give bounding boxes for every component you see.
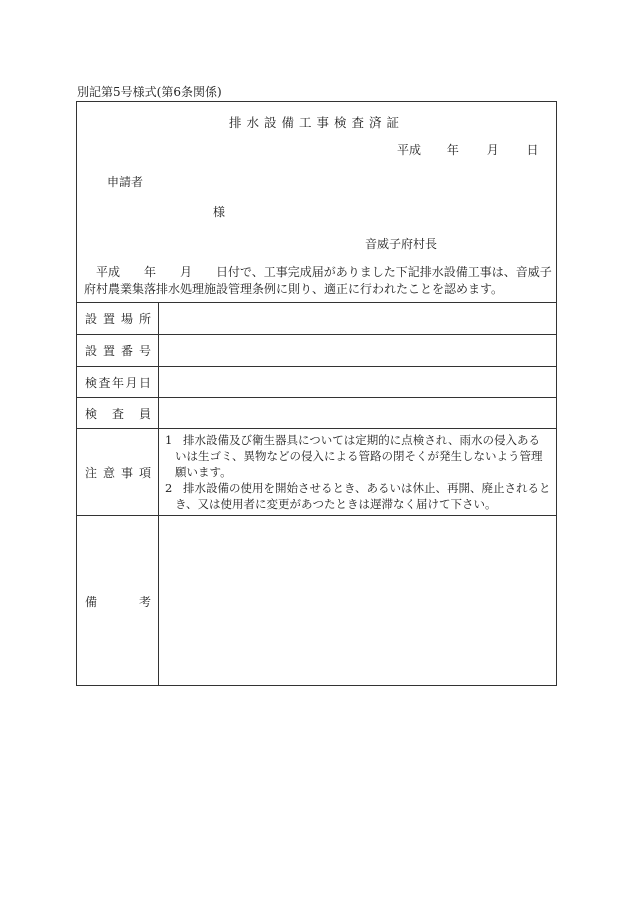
label-char: 月 [125,376,138,390]
label-char: 備 [85,595,98,609]
honorific-sama: 様 [213,205,226,219]
label-char: 置 [102,312,115,326]
separator [77,366,556,367]
certification-statement [84,264,556,298]
date-month: 月 [486,143,499,157]
label-text [85,464,151,481]
row-label-number [77,342,158,359]
label-char: 検 [85,407,98,421]
label-char: 員 [138,407,151,421]
label-char: 意 [102,466,115,480]
date-day: 日 [526,143,539,157]
label-text [85,405,151,422]
label-char: 所 [138,312,151,326]
label-char: 項 [138,466,151,480]
label-char: 考 [138,595,151,609]
row-label-inspector [77,405,158,422]
row-label-location [77,310,158,327]
label-char: 置 [102,344,115,358]
label-char: 場 [120,312,133,326]
label-char: 設 [85,344,98,358]
issue-date [397,141,539,158]
notes-list [165,432,551,512]
note-item: 2 排水設備の使用を開始させるとき、あるいは休止、再開、廃止されるとき、又は使用者に変更があつたときは遅滞なく届けて下さい。 [165,481,551,511]
inspection-certificate-form [76,101,557,686]
note-item: 1 排水設備及び衛生器具については定期的に点検され、雨水の侵入あるいは生ゴミ、異物などの侵入による管路の閉そくが発生しないよう管理願います。 [165,433,543,479]
separator [77,428,556,429]
label-char: 注 [85,466,98,480]
label-char: 設 [85,312,98,326]
label-char: 査 [98,376,111,390]
label-char: 日 [138,376,151,390]
form-number-label: 別記第5号様式(第6条関係) [77,85,222,99]
label-char: 検 [85,376,98,390]
label-text [85,310,151,327]
remarks-label [77,593,158,610]
certificate-title: 排水設備工事検査済証 [228,115,404,130]
separator [77,334,556,335]
applicant-label: 申請者 [107,175,144,189]
date-era: 平成 [397,143,422,157]
separator [77,397,556,398]
separator [77,515,556,516]
separator [77,302,556,303]
label-char: 事 [120,466,133,480]
label-char: 号 [138,344,151,358]
row-label-inspection-date [77,374,158,391]
date-year: 年 [446,143,459,157]
certification-text: 平成 年 月 日付で、工事完成届がありました下記排水設備工事は、音威子府村農業集落排水処理施設管理条例に則り、適正に行われたことを認めます。 [84,265,552,296]
label-char: 番 [120,344,133,358]
remarks-field[interactable] [167,522,547,682]
label-char: 査 [111,407,124,421]
label-text [85,374,151,391]
issuer-mayor: 音威子府村長 [365,237,438,251]
label-text [85,593,151,610]
label-text [85,342,151,359]
column-divider [158,302,159,685]
label-char: 年 [111,376,124,390]
notes-label [77,464,158,481]
